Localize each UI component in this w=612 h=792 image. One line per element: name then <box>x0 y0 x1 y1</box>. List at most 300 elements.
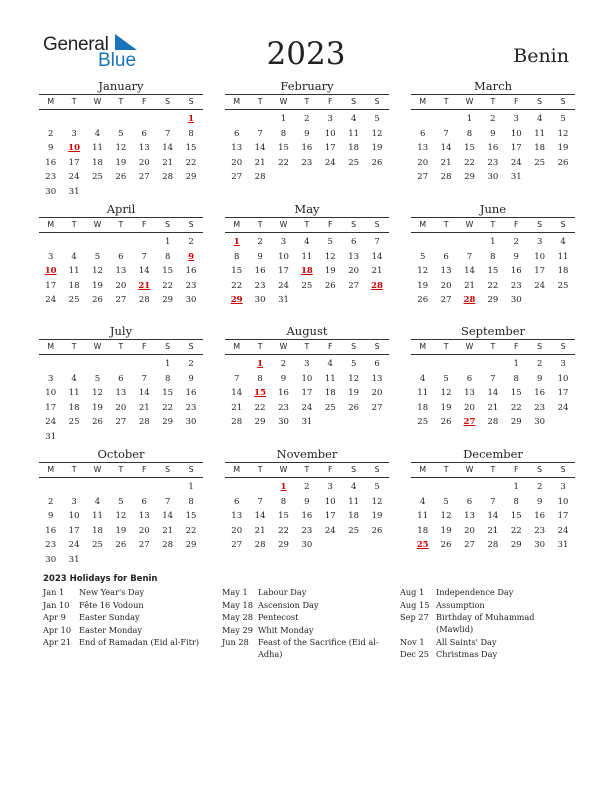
day-cell: 1 <box>164 237 171 247</box>
day-cell: 25 <box>348 157 360 168</box>
day-cell: 2 <box>536 482 543 492</box>
empty-day-cell <box>86 553 109 568</box>
weekday-label: W <box>465 465 474 474</box>
week-row <box>411 524 575 539</box>
day-cell: 22 <box>162 402 174 413</box>
day-cell: 18 <box>534 143 546 153</box>
day-cell: 23 <box>510 280 522 291</box>
holiday-date: Nov 1 <box>400 636 425 647</box>
day-cell: 29 <box>464 172 475 182</box>
weekday-label: T <box>71 465 77 474</box>
month-june <box>411 202 575 308</box>
week-row <box>225 127 389 142</box>
day-cell: 23 <box>185 402 197 413</box>
day-cell: 10 <box>68 511 80 521</box>
logo-general-text: General <box>43 34 109 55</box>
day-cell: 9 <box>490 128 496 139</box>
weekday-label: T <box>118 97 124 106</box>
day-cell: 24 <box>278 280 289 291</box>
day-cell: 14 <box>487 511 499 521</box>
day-cell: 6 <box>350 237 357 247</box>
day-cell: 8 <box>513 373 519 384</box>
day-cell: 8 <box>188 496 194 507</box>
day-cell: 22 <box>510 402 522 413</box>
day-cell: 15 <box>278 511 289 521</box>
holiday-day-cell: 9 <box>188 251 194 262</box>
day-cell: 21 <box>254 157 266 168</box>
weekday-label: W <box>93 465 102 474</box>
week-row <box>225 170 389 185</box>
week-row <box>39 480 203 495</box>
day-cell: 30 <box>487 172 499 182</box>
day-cell: 11 <box>68 266 80 276</box>
day-cell: 5 <box>443 373 449 384</box>
day-cell: 28 <box>138 295 150 305</box>
weekday-label: M <box>233 97 241 106</box>
week-row <box>39 185 203 200</box>
weekday-label: S <box>537 97 543 106</box>
week-row <box>411 112 575 127</box>
week-row <box>411 357 575 372</box>
day-cell: 2 <box>188 237 194 247</box>
week-row <box>411 293 575 308</box>
month-august <box>225 324 389 430</box>
month-name: January <box>98 79 144 93</box>
week-row <box>39 141 203 156</box>
empty-day-cell <box>458 480 481 495</box>
empty-day-cell <box>458 235 481 250</box>
day-cell: 15 <box>510 388 522 398</box>
day-cell: 13 <box>371 373 383 384</box>
day-cell: 17 <box>557 511 569 521</box>
day-cell: 31 <box>45 431 57 442</box>
holiday-name: Fête 16 Vodoun <box>79 599 144 610</box>
day-cell: 31 <box>301 417 313 427</box>
day-cell: 7 <box>466 251 473 262</box>
day-cell: 23 <box>534 525 546 536</box>
day-cell: 10 <box>301 373 313 384</box>
day-cell: 25 <box>534 157 546 168</box>
holiday-day-cell: 1 <box>188 114 194 124</box>
day-cell: 18 <box>92 525 103 536</box>
empty-day-cell <box>39 235 62 250</box>
empty-day-cell <box>62 430 85 445</box>
day-cell: 11 <box>324 373 336 384</box>
day-cell: 25 <box>557 280 569 291</box>
empty-day-cell <box>434 112 457 127</box>
holiday-name: Assumption <box>436 599 485 610</box>
day-cell: 4 <box>71 373 77 384</box>
week-row <box>39 264 203 279</box>
weekday-label: M <box>419 342 427 351</box>
day-cell: 4 <box>71 251 77 262</box>
empty-day-cell <box>109 112 132 127</box>
weekday-label: S <box>351 342 357 351</box>
day-cell: 30 <box>185 295 197 305</box>
empty-day-cell <box>156 112 179 127</box>
day-cell: 11 <box>92 143 103 153</box>
day-cell: 1 <box>490 237 496 247</box>
weekday-label: F <box>514 465 519 474</box>
day-cell: 15 <box>231 266 243 276</box>
holiday-row <box>222 611 392 623</box>
empty-day-cell <box>133 235 156 250</box>
day-cell: 10 <box>324 128 336 139</box>
weekday-label: T <box>257 465 263 474</box>
weekday-label: W <box>279 465 288 474</box>
week-row <box>39 509 203 524</box>
week-row <box>225 509 389 524</box>
day-cell: 16 <box>487 143 499 153</box>
holiday-date: Jan 10 <box>43 599 70 610</box>
weekday-label: F <box>514 97 519 106</box>
empty-day-cell <box>342 293 365 308</box>
day-cell: 22 <box>231 280 243 291</box>
week-row <box>225 293 389 308</box>
day-cell: 27 <box>371 402 383 413</box>
day-cell: 13 <box>231 511 243 521</box>
day-cell: 26 <box>92 295 103 305</box>
day-cell: 4 <box>560 237 566 247</box>
empty-day-cell <box>109 185 132 200</box>
week-row <box>411 250 575 265</box>
day-cell: 25 <box>417 417 429 427</box>
month-name: October <box>97 447 145 461</box>
day-cell: 21 <box>254 525 266 536</box>
day-cell: 3 <box>47 373 54 384</box>
day-cell: 21 <box>487 402 499 413</box>
holiday-name: Ascension Day <box>258 599 319 610</box>
month-july <box>39 324 203 444</box>
day-cell: 12 <box>348 373 360 384</box>
week-row <box>411 279 575 294</box>
holiday-row <box>222 624 392 636</box>
day-cell: 10 <box>510 128 522 139</box>
day-cell: 25 <box>348 525 360 536</box>
day-cell: 3 <box>560 482 566 492</box>
day-cell: 16 <box>278 388 289 398</box>
day-cell: 1 <box>164 359 171 369</box>
day-cell: 27 <box>440 295 452 305</box>
weekday-header <box>411 462 575 478</box>
day-cell: 8 <box>164 251 171 262</box>
day-cell: 26 <box>557 157 569 168</box>
day-cell: 19 <box>417 280 429 291</box>
weekday-label: T <box>443 97 449 106</box>
day-cell: 20 <box>231 157 243 168</box>
day-cell: 7 <box>164 128 171 139</box>
empty-day-cell <box>86 357 109 372</box>
day-cell: 7 <box>257 496 263 507</box>
weekday-label: S <box>165 97 171 106</box>
empty-day-cell <box>411 357 434 372</box>
holiday-date: Jan 1 <box>43 587 65 597</box>
day-cell: 13 <box>138 511 150 521</box>
day-cell: 2 <box>536 359 543 369</box>
weekday-label: F <box>328 220 333 229</box>
weekday-label: M <box>233 342 241 351</box>
empty-day-cell <box>225 480 248 495</box>
holiday-row <box>400 611 570 635</box>
day-cell: 26 <box>371 525 383 536</box>
day-cell: 30 <box>534 417 546 427</box>
day-cell: 18 <box>92 157 103 168</box>
weekday-header <box>411 217 575 233</box>
day-cell: 27 <box>464 540 475 550</box>
holiday-row <box>400 599 570 611</box>
day-cell: 19 <box>348 388 360 398</box>
empty-day-cell <box>133 430 156 445</box>
empty-day-cell <box>39 112 62 127</box>
holiday-date: May 1 <box>222 587 248 597</box>
weekday-label: T <box>490 220 496 229</box>
day-cell: 1 <box>513 359 519 369</box>
holiday-row <box>400 648 570 660</box>
weekday-label: T <box>490 97 496 106</box>
day-cell: 3 <box>71 128 77 139</box>
day-cell: 11 <box>348 128 360 139</box>
day-cell: 26 <box>115 540 127 550</box>
day-cell: 26 <box>417 295 429 305</box>
week-row <box>225 495 389 510</box>
week-row <box>411 141 575 156</box>
weekday-label: S <box>165 342 171 351</box>
day-cell: 26 <box>348 402 360 413</box>
weekday-header <box>39 339 203 355</box>
day-cell: 6 <box>141 128 147 139</box>
weekday-label: S <box>188 342 194 351</box>
weekday-label: W <box>93 97 102 106</box>
holiday-day-cell: 21 <box>138 280 151 291</box>
week-row <box>225 156 389 171</box>
week-row <box>39 127 203 142</box>
weekday-label: F <box>142 97 147 106</box>
holiday-date: Sep 27 <box>400 612 429 622</box>
week-row <box>39 112 203 127</box>
day-cell: 14 <box>440 143 452 153</box>
day-cell: 29 <box>278 540 289 550</box>
empty-day-cell <box>365 538 388 553</box>
day-cell: 17 <box>324 143 336 153</box>
holiday-day-cell: 27 <box>463 417 476 427</box>
weekday-label: S <box>560 465 566 474</box>
day-cell: 6 <box>374 359 380 369</box>
holiday-row <box>400 586 570 598</box>
empty-day-cell <box>458 357 481 372</box>
day-cell: 27 <box>231 540 243 550</box>
day-cell: 10 <box>534 251 546 262</box>
empty-day-cell <box>179 553 202 568</box>
day-cell: 23 <box>185 280 197 291</box>
week-row <box>39 524 203 539</box>
week-row <box>39 415 203 430</box>
day-cell: 29 <box>510 417 522 427</box>
day-cell: 4 <box>350 482 357 492</box>
day-cell: 5 <box>560 114 566 124</box>
holiday-date: Aug 15 <box>400 599 430 610</box>
day-cell: 24 <box>324 157 336 168</box>
day-cell: 6 <box>233 496 240 507</box>
day-cell: 12 <box>371 128 383 139</box>
empty-day-cell <box>62 480 85 495</box>
day-cell: 1 <box>466 114 473 124</box>
day-cell: 16 <box>185 266 197 276</box>
month-name: November <box>276 447 338 461</box>
day-cell: 5 <box>443 496 449 507</box>
month-name: July <box>109 324 133 338</box>
weekday-label: T <box>71 97 77 106</box>
day-cell: 21 <box>464 280 475 291</box>
weekday-label: M <box>419 220 427 229</box>
day-cell: 12 <box>92 388 103 398</box>
day-cell: 20 <box>231 525 243 536</box>
day-cell: 31 <box>557 540 569 550</box>
day-cell: 23 <box>487 157 499 168</box>
day-cell: 4 <box>94 128 101 139</box>
day-cell: 9 <box>47 143 54 153</box>
day-cell: 9 <box>257 251 263 262</box>
day-cell: 23 <box>301 157 313 168</box>
week-row <box>225 235 389 250</box>
week-row <box>39 495 203 510</box>
day-cell: 17 <box>45 402 57 413</box>
holiday-day-cell: 1 <box>257 359 264 369</box>
day-cell: 23 <box>45 540 57 550</box>
holiday-column <box>43 586 213 649</box>
month-may <box>225 202 389 308</box>
day-cell: 20 <box>138 157 150 168</box>
empty-day-cell <box>248 480 271 495</box>
empty-day-cell <box>319 170 342 185</box>
weekday-label: S <box>560 220 566 229</box>
week-row <box>225 372 389 387</box>
day-cell: 4 <box>419 373 426 384</box>
day-cell: 9 <box>513 251 519 262</box>
holidays-title: 2023 Holidays for Benin <box>43 574 158 584</box>
day-cell: 4 <box>94 496 101 507</box>
day-cell: 24 <box>45 417 57 427</box>
day-cell: 29 <box>487 295 499 305</box>
day-cell: 6 <box>118 373 124 384</box>
weekday-label: W <box>93 220 102 229</box>
day-cell: 30 <box>534 540 546 550</box>
day-cell: 17 <box>278 266 289 276</box>
holiday-day-cell: 29 <box>230 295 243 305</box>
day-cell: 30 <box>278 417 289 427</box>
month-october <box>39 447 203 567</box>
day-cell: 9 <box>304 128 310 139</box>
day-cell: 28 <box>162 540 174 550</box>
month-name: August <box>286 324 328 338</box>
week-row <box>39 279 203 294</box>
weekday-label: M <box>47 220 55 229</box>
day-cell: 8 <box>490 251 496 262</box>
weekday-label: S <box>165 220 171 229</box>
day-cell: 6 <box>118 251 124 262</box>
empty-day-cell <box>109 357 132 372</box>
day-cell: 26 <box>115 172 127 182</box>
day-cell: 6 <box>466 496 473 507</box>
day-cell: 26 <box>92 417 103 427</box>
weekday-label: M <box>47 465 55 474</box>
day-cell: 12 <box>115 143 127 153</box>
holiday-name: All Saints' Day <box>436 636 497 647</box>
holiday-date: May 29 <box>222 624 253 635</box>
day-cell: 7 <box>233 373 240 384</box>
day-cell: 2 <box>47 496 54 507</box>
weekday-label: F <box>142 465 147 474</box>
week-row <box>39 250 203 265</box>
day-cell: 1 <box>513 482 519 492</box>
day-cell: 7 <box>374 237 380 247</box>
day-cell: 6 <box>466 373 473 384</box>
empty-day-cell <box>272 170 295 185</box>
day-cell: 2 <box>304 114 310 124</box>
holiday-name: Pentecost <box>258 612 299 622</box>
holiday-day-cell: 28 <box>463 295 476 305</box>
day-cell: 3 <box>304 359 310 369</box>
day-cell: 3 <box>513 114 519 124</box>
weekday-label: S <box>351 97 357 106</box>
holiday-name: Easter Sunday <box>79 612 140 622</box>
day-cell: 27 <box>115 295 127 305</box>
day-cell: 9 <box>188 373 194 384</box>
week-row <box>39 386 203 401</box>
day-cell: 16 <box>301 143 313 153</box>
holiday-row <box>43 636 213 648</box>
weekday-label: M <box>47 97 55 106</box>
weekday-label: F <box>328 342 333 351</box>
weekday-label: T <box>71 342 77 351</box>
holiday-name: Feast of the Sacrifice (Eid al-Adha) <box>258 637 379 659</box>
weekday-label: T <box>257 220 263 229</box>
weekday-label: F <box>142 342 147 351</box>
empty-day-cell <box>248 112 271 127</box>
day-cell: 4 <box>350 114 357 124</box>
empty-day-cell <box>342 415 365 430</box>
day-cell: 16 <box>510 266 522 276</box>
day-cell: 15 <box>510 511 522 521</box>
day-cell: 8 <box>164 373 171 384</box>
day-cell: 19 <box>557 143 569 153</box>
day-cell: 25 <box>68 295 80 305</box>
week-row <box>411 495 575 510</box>
weekday-label: M <box>233 465 241 474</box>
day-cell: 14 <box>138 266 150 276</box>
day-cell: 11 <box>417 511 429 521</box>
holiday-row <box>222 636 392 660</box>
day-cell: 18 <box>348 511 360 521</box>
day-cell: 14 <box>254 511 266 521</box>
week-row <box>411 372 575 387</box>
empty-day-cell <box>528 170 551 185</box>
weekday-header <box>225 217 389 233</box>
weekday-label: S <box>374 342 380 351</box>
day-cell: 26 <box>440 417 452 427</box>
day-cell: 3 <box>280 237 287 247</box>
day-cell: 2 <box>47 128 54 139</box>
day-cell: 22 <box>185 157 197 168</box>
holiday-date: May 28 <box>222 612 253 622</box>
day-cell: 14 <box>254 143 266 153</box>
day-cell: 8 <box>280 128 287 139</box>
day-cell: 4 <box>327 359 333 369</box>
day-cell: 12 <box>440 388 452 398</box>
day-cell: 10 <box>557 496 569 507</box>
week-row <box>411 509 575 524</box>
day-cell: 8 <box>466 128 473 139</box>
holiday-name: Whit Monday <box>258 624 314 635</box>
